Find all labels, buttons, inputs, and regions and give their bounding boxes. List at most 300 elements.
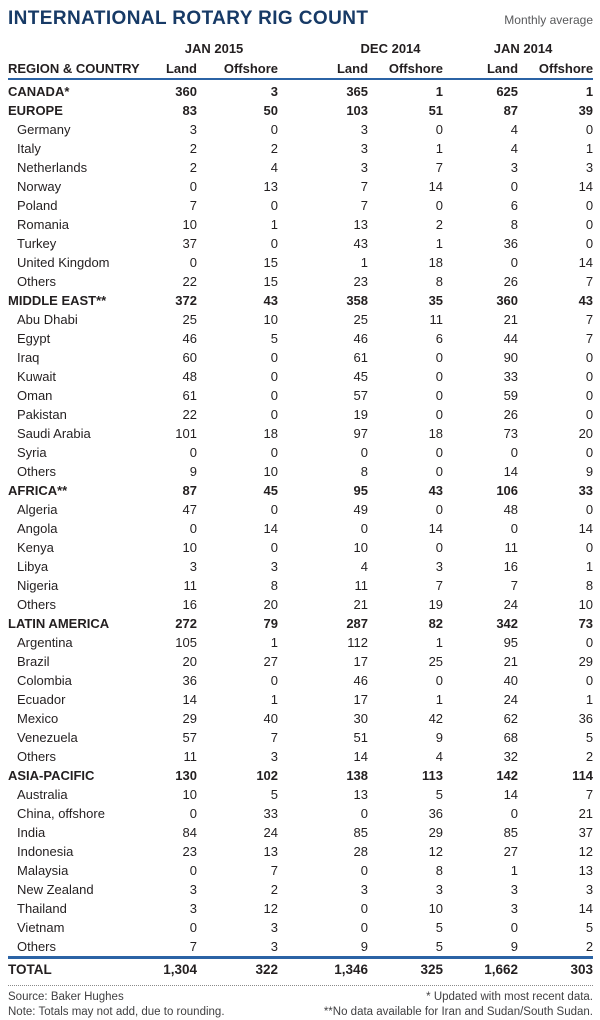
cell-value: 0 bbox=[510, 521, 519, 536]
cell-value: 61 bbox=[353, 350, 369, 365]
cell-value: 23 bbox=[182, 844, 197, 859]
cell-value: 4 bbox=[270, 160, 279, 175]
row-label: Ecuador bbox=[17, 692, 66, 707]
cell-value: 372 bbox=[175, 293, 197, 308]
cell-value: 14 bbox=[503, 787, 519, 802]
cell-value: 272 bbox=[175, 616, 197, 631]
table-row bbox=[8, 804, 593, 823]
row-label: Nigeria bbox=[17, 578, 59, 593]
cell-value: 0 bbox=[585, 540, 594, 555]
footnote-updated: * Updated with most recent data. bbox=[426, 991, 593, 1003]
cell-value: 26 bbox=[503, 274, 519, 289]
table-row bbox=[8, 500, 593, 519]
cell-value: 0 bbox=[189, 521, 197, 536]
cell-value: 32 bbox=[503, 749, 519, 764]
table-row bbox=[8, 79, 593, 101]
cell-value: 14 bbox=[353, 749, 369, 764]
cell-value: 40 bbox=[503, 673, 519, 688]
row-label: Algeria bbox=[17, 502, 58, 517]
row-label: Thailand bbox=[17, 901, 67, 916]
footer-left bbox=[8, 990, 225, 1020]
cell-value: 95 bbox=[353, 483, 369, 498]
cell-value: 2 bbox=[189, 160, 197, 175]
row-label: Romania bbox=[17, 217, 70, 232]
cell-value: 21 bbox=[503, 312, 519, 327]
cell-value: 73 bbox=[578, 616, 594, 631]
column-header-land-dec2014: Land bbox=[278, 58, 368, 79]
cell-value: 20 bbox=[263, 597, 279, 612]
cell-value: 12 bbox=[263, 901, 279, 916]
cell-value: 365 bbox=[346, 84, 369, 99]
cell-value: 0 bbox=[510, 445, 519, 460]
row-label: Iraq bbox=[17, 350, 40, 365]
cell-value: 7 bbox=[435, 578, 444, 593]
cell-value: 8 bbox=[510, 217, 519, 232]
row-label: Others bbox=[17, 597, 57, 612]
row-label: Brazil bbox=[17, 654, 50, 669]
cell-value: 0 bbox=[510, 920, 519, 935]
table-row bbox=[8, 652, 593, 671]
cell-value: 24 bbox=[263, 825, 279, 840]
cell-value: 11 bbox=[504, 540, 519, 555]
cell-value: 10 bbox=[182, 787, 197, 802]
row-label: Kuwait bbox=[17, 369, 57, 384]
table-row bbox=[8, 614, 593, 633]
cell-value: 7 bbox=[585, 312, 594, 327]
cell-value: 43 bbox=[578, 293, 594, 308]
cell-value: 9 bbox=[510, 939, 519, 954]
cell-value: 46 bbox=[182, 331, 197, 346]
cell-value: 8 bbox=[435, 863, 444, 878]
cell-value: 3 bbox=[270, 920, 279, 935]
cell-value: 28 bbox=[353, 844, 369, 859]
cell-value: 24 bbox=[503, 597, 519, 612]
cell-value: 7 bbox=[189, 939, 197, 954]
cell-value: 87 bbox=[503, 103, 519, 118]
cell-value: 0 bbox=[270, 350, 279, 365]
cell-value: 11 bbox=[354, 578, 369, 593]
cell-value: 0 bbox=[435, 122, 444, 137]
total-row bbox=[8, 958, 593, 981]
cell-value: 0 bbox=[585, 217, 594, 232]
cell-value: 0 bbox=[270, 236, 279, 251]
cell-value: 97 bbox=[353, 426, 369, 441]
cell-value: 2 bbox=[270, 882, 279, 897]
cell-value: 14 bbox=[578, 521, 594, 536]
row-label: Saudi Arabia bbox=[17, 426, 91, 441]
cell-value: 13 bbox=[263, 844, 279, 859]
table-row bbox=[8, 557, 593, 576]
cell-value: 5 bbox=[435, 787, 444, 802]
cell-value: 3 bbox=[360, 160, 369, 175]
cell-value: 3 bbox=[510, 901, 519, 916]
cell-value: 0 bbox=[585, 502, 594, 517]
period-header-jan-2014: JAN 2014 bbox=[493, 41, 553, 56]
cell-value: 287 bbox=[346, 616, 369, 631]
cell-value: 43 bbox=[428, 483, 444, 498]
cell-value: 3 bbox=[270, 749, 279, 764]
table-row bbox=[8, 576, 593, 595]
cell-value: 5 bbox=[270, 331, 279, 346]
cell-value: 105 bbox=[175, 635, 197, 650]
cell-value: 3 bbox=[510, 882, 519, 897]
cell-value: 0 bbox=[270, 388, 279, 403]
cell-value: 0 bbox=[270, 122, 279, 137]
table-row bbox=[8, 785, 593, 804]
cell-value: 18 bbox=[263, 426, 279, 441]
table-row bbox=[8, 728, 593, 747]
cell-value: 625 bbox=[496, 84, 519, 99]
cell-value: 25 bbox=[428, 654, 444, 669]
cell-value: 1 bbox=[270, 635, 279, 650]
cell-value: 8 bbox=[435, 274, 444, 289]
cell-value: 0 bbox=[360, 445, 369, 460]
row-label: Germany bbox=[17, 122, 71, 137]
cell-value: 102 bbox=[256, 768, 279, 783]
cell-value: 10 bbox=[353, 540, 369, 555]
table-row bbox=[8, 291, 593, 310]
cell-value: 3 bbox=[189, 882, 197, 897]
cell-value: 11 bbox=[183, 749, 197, 764]
cell-value: 1 bbox=[270, 217, 279, 232]
column-header-land-jan2014: Land bbox=[443, 58, 518, 79]
row-label: Malaysia bbox=[17, 863, 69, 878]
row-label: Australia bbox=[17, 787, 68, 802]
cell-value: 0 bbox=[585, 635, 594, 650]
table-body bbox=[8, 79, 593, 958]
cell-value: 0 bbox=[360, 863, 369, 878]
cell-value: 16 bbox=[503, 559, 519, 574]
table-row bbox=[8, 367, 593, 386]
total-value: 322 bbox=[197, 958, 278, 981]
table-row bbox=[8, 101, 593, 120]
cell-value: 17 bbox=[353, 692, 369, 707]
cell-value: 7 bbox=[435, 160, 444, 175]
page-title: INTERNATIONAL ROTARY RIG COUNT bbox=[8, 8, 369, 29]
footer-right bbox=[324, 990, 593, 1020]
figure-footer bbox=[8, 985, 593, 1020]
cell-value: 0 bbox=[510, 179, 519, 194]
cell-value: 21 bbox=[503, 654, 519, 669]
cell-value: 25 bbox=[182, 312, 197, 327]
cell-value: 30 bbox=[353, 711, 369, 726]
cell-value: 14 bbox=[428, 521, 444, 536]
subtitle-monthly-average: Monthly average bbox=[504, 13, 593, 27]
table-row bbox=[8, 234, 593, 253]
row-label: Egypt bbox=[17, 331, 51, 346]
cell-value: 342 bbox=[496, 616, 519, 631]
column-header-offshore-dec2014: Offshore bbox=[368, 58, 443, 79]
cell-value: 1 bbox=[360, 255, 369, 270]
cell-value: 2 bbox=[189, 141, 197, 156]
table-row bbox=[8, 215, 593, 234]
cell-value: 0 bbox=[510, 255, 519, 270]
cell-value: 19 bbox=[353, 407, 369, 422]
row-label: Netherlands bbox=[17, 160, 88, 175]
cell-value: 43 bbox=[263, 293, 279, 308]
row-label: Vietnam bbox=[17, 920, 65, 935]
cell-value: 49 bbox=[353, 502, 369, 517]
total-value: 303 bbox=[518, 958, 593, 981]
cell-value: 0 bbox=[270, 540, 279, 555]
cell-value: 11 bbox=[183, 578, 197, 593]
row-label: Angola bbox=[17, 521, 58, 536]
cell-value: 1 bbox=[270, 692, 279, 707]
row-label: CANADA* bbox=[8, 84, 70, 99]
cell-value: 15 bbox=[263, 255, 279, 270]
table-row bbox=[8, 861, 593, 880]
cell-value: 36 bbox=[428, 806, 444, 821]
cell-value: 0 bbox=[189, 863, 197, 878]
row-label: Abu Dhabi bbox=[17, 312, 78, 327]
cell-value: 358 bbox=[346, 293, 369, 308]
row-label: China, offshore bbox=[17, 806, 105, 821]
table-row bbox=[8, 462, 593, 481]
cell-value: 13 bbox=[578, 863, 594, 878]
cell-value: 1 bbox=[435, 84, 444, 99]
cell-value: 3 bbox=[189, 901, 197, 916]
cell-value: 13 bbox=[353, 217, 369, 232]
cell-value: 7 bbox=[585, 787, 594, 802]
cell-value: 7 bbox=[585, 331, 594, 346]
cell-value: 14 bbox=[578, 255, 594, 270]
cell-value: 60 bbox=[182, 350, 197, 365]
total-value: 1,346 bbox=[278, 958, 368, 981]
cell-value: 7 bbox=[270, 863, 279, 878]
table-row bbox=[8, 424, 593, 443]
column-header-offshore-jan2014: Offshore bbox=[518, 58, 593, 79]
cell-value: 68 bbox=[503, 730, 519, 745]
cell-value: 36 bbox=[503, 236, 519, 251]
cell-value: 1 bbox=[585, 692, 594, 707]
table-row bbox=[8, 481, 593, 500]
cell-value: 3 bbox=[270, 939, 279, 954]
row-label: Others bbox=[17, 274, 57, 289]
cell-value: 0 bbox=[585, 407, 594, 422]
period-header-dec-2014: DEC 2014 bbox=[360, 41, 421, 56]
cell-value: 8 bbox=[270, 578, 279, 593]
table-row bbox=[8, 348, 593, 367]
cell-value: 50 bbox=[263, 103, 279, 118]
table-row bbox=[8, 671, 593, 690]
row-label: Indonesia bbox=[17, 844, 74, 859]
column-header-offshore-jan2015: Offshore bbox=[197, 58, 278, 79]
cell-value: 0 bbox=[360, 920, 369, 935]
row-label: Argentina bbox=[17, 635, 73, 650]
cell-value: 103 bbox=[346, 103, 369, 118]
cell-value: 17 bbox=[353, 654, 369, 669]
cell-value: 2 bbox=[435, 217, 444, 232]
cell-value: 3 bbox=[189, 559, 197, 574]
cell-value: 14 bbox=[578, 901, 594, 916]
row-label: Poland bbox=[17, 198, 58, 213]
cell-value: 0 bbox=[270, 673, 279, 688]
cell-value: 57 bbox=[182, 730, 197, 745]
cell-value: 0 bbox=[270, 445, 279, 460]
cell-value: 1 bbox=[585, 84, 594, 99]
cell-value: 101 bbox=[175, 426, 197, 441]
cell-value: 29 bbox=[428, 825, 444, 840]
cell-value: 4 bbox=[510, 141, 519, 156]
cell-value: 51 bbox=[428, 103, 444, 118]
cell-value: 14 bbox=[578, 179, 594, 194]
cell-value: 14 bbox=[428, 179, 444, 194]
period-header-jan-2015: JAN 2015 bbox=[184, 41, 244, 56]
cell-value: 83 bbox=[182, 103, 197, 118]
table-row bbox=[8, 443, 593, 462]
cell-value: 85 bbox=[503, 825, 519, 840]
cell-value: 82 bbox=[428, 616, 444, 631]
row-label: Mexico bbox=[17, 711, 59, 726]
cell-value: 3 bbox=[510, 160, 519, 175]
cell-value: 0 bbox=[189, 806, 197, 821]
row-label: New Zealand bbox=[17, 882, 94, 897]
footnote-no-data: **No data available for Iran and Sudan/South Sudan. bbox=[323, 1006, 593, 1018]
cell-value: 5 bbox=[435, 920, 444, 935]
cell-value: 1 bbox=[585, 559, 594, 574]
cell-value: 35 bbox=[428, 293, 444, 308]
cell-value: 2 bbox=[270, 141, 279, 156]
cell-value: 90 bbox=[503, 350, 519, 365]
cell-value: 84 bbox=[182, 825, 197, 840]
cell-value: 2 bbox=[585, 749, 594, 764]
row-label: Turkey bbox=[17, 236, 57, 251]
cell-value: 7 bbox=[270, 730, 279, 745]
cell-value: 0 bbox=[270, 198, 279, 213]
cell-value: 48 bbox=[182, 369, 197, 384]
cell-value: 42 bbox=[428, 711, 444, 726]
cell-value: 45 bbox=[263, 483, 279, 498]
row-label: ASIA-PACIFIC bbox=[8, 768, 95, 783]
cell-value: 7 bbox=[360, 198, 369, 213]
period-header-row bbox=[8, 39, 593, 58]
cell-value: 7 bbox=[189, 198, 197, 213]
cell-value: 3 bbox=[189, 122, 197, 137]
row-label: Syria bbox=[17, 445, 47, 460]
total-value: 1,304 bbox=[150, 958, 197, 981]
cell-value: 3 bbox=[360, 122, 369, 137]
cell-value: 37 bbox=[182, 236, 197, 251]
cell-value: 0 bbox=[435, 407, 444, 422]
cell-value: 57 bbox=[353, 388, 369, 403]
table-row bbox=[8, 196, 593, 215]
cell-value: 37 bbox=[578, 825, 594, 840]
table-row bbox=[8, 120, 593, 139]
cell-value: 21 bbox=[353, 597, 369, 612]
cell-value: 3 bbox=[360, 141, 369, 156]
table-row bbox=[8, 918, 593, 937]
cell-value: 23 bbox=[353, 274, 369, 289]
row-label: Venezuela bbox=[17, 730, 78, 745]
cell-value: 61 bbox=[182, 388, 197, 403]
cell-value: 112 bbox=[347, 635, 369, 650]
source-note: Source: Baker Hughes bbox=[8, 991, 124, 1003]
cell-value: 10 bbox=[263, 312, 279, 327]
cell-value: 7 bbox=[585, 274, 594, 289]
cell-value: 62 bbox=[503, 711, 519, 726]
table-row bbox=[8, 937, 593, 958]
cell-value: 0 bbox=[585, 388, 594, 403]
cell-value: 85 bbox=[353, 825, 369, 840]
cell-value: 27 bbox=[503, 844, 519, 859]
cell-value: 10 bbox=[182, 540, 197, 555]
total-label: TOTAL bbox=[8, 958, 150, 981]
cell-value: 12 bbox=[578, 844, 594, 859]
cell-value: 0 bbox=[360, 521, 369, 536]
row-label: Norway bbox=[17, 179, 62, 194]
cell-value: 9 bbox=[189, 464, 197, 479]
cell-value: 4 bbox=[435, 749, 444, 764]
cell-value: 0 bbox=[435, 388, 444, 403]
row-label: Others bbox=[17, 939, 57, 954]
cell-value: 0 bbox=[435, 445, 444, 460]
figure-header bbox=[8, 8, 593, 32]
cell-value: 3 bbox=[270, 559, 279, 574]
cell-value: 0 bbox=[585, 369, 594, 384]
cell-value: 0 bbox=[189, 179, 197, 194]
row-label: Libya bbox=[17, 559, 49, 574]
cell-value: 36 bbox=[182, 673, 197, 688]
cell-value: 9 bbox=[435, 730, 444, 745]
cell-value: 14 bbox=[182, 692, 197, 707]
cell-value: 46 bbox=[353, 673, 369, 688]
cell-value: 106 bbox=[496, 483, 519, 498]
cell-value: 1 bbox=[510, 863, 519, 878]
cell-value: 40 bbox=[263, 711, 279, 726]
cell-value: 0 bbox=[585, 236, 594, 251]
cell-value: 5 bbox=[270, 787, 279, 802]
cell-value: 51 bbox=[353, 730, 369, 745]
cell-value: 0 bbox=[435, 369, 444, 384]
cell-value: 0 bbox=[435, 540, 444, 555]
cell-value: 33 bbox=[263, 806, 279, 821]
cell-value: 4 bbox=[360, 559, 369, 574]
row-label: Colombia bbox=[17, 673, 72, 688]
cell-value: 45 bbox=[353, 369, 369, 384]
cell-value: 0 bbox=[435, 502, 444, 517]
row-label: MIDDLE EAST** bbox=[8, 293, 107, 308]
cell-value: 14 bbox=[263, 521, 279, 536]
cell-value: 95 bbox=[503, 635, 519, 650]
table-row bbox=[8, 690, 593, 709]
table-row bbox=[8, 310, 593, 329]
cell-value: 0 bbox=[435, 350, 444, 365]
cell-value: 27 bbox=[263, 654, 279, 669]
cell-value: 3 bbox=[270, 84, 279, 99]
total-value: 325 bbox=[368, 958, 443, 981]
cell-value: 39 bbox=[578, 103, 594, 118]
table-row bbox=[8, 823, 593, 842]
cell-value: 47 bbox=[182, 502, 197, 517]
cell-value: 13 bbox=[263, 179, 279, 194]
cell-value: 1 bbox=[435, 236, 444, 251]
table-row bbox=[8, 272, 593, 291]
cell-value: 6 bbox=[435, 331, 444, 346]
cell-value: 8 bbox=[360, 464, 369, 479]
cell-value: 15 bbox=[263, 274, 279, 289]
cell-value: 0 bbox=[270, 502, 279, 517]
cell-value: 22 bbox=[182, 274, 197, 289]
cell-value: 0 bbox=[189, 255, 197, 270]
cell-value: 0 bbox=[510, 806, 519, 821]
cell-value: 1 bbox=[585, 141, 594, 156]
cell-value: 4 bbox=[510, 122, 519, 137]
cell-value: 11 bbox=[429, 312, 444, 327]
table-row bbox=[8, 253, 593, 272]
cell-value: 0 bbox=[585, 445, 594, 460]
cell-value: 10 bbox=[578, 597, 594, 612]
column-header-land-jan2015: Land bbox=[150, 58, 197, 79]
